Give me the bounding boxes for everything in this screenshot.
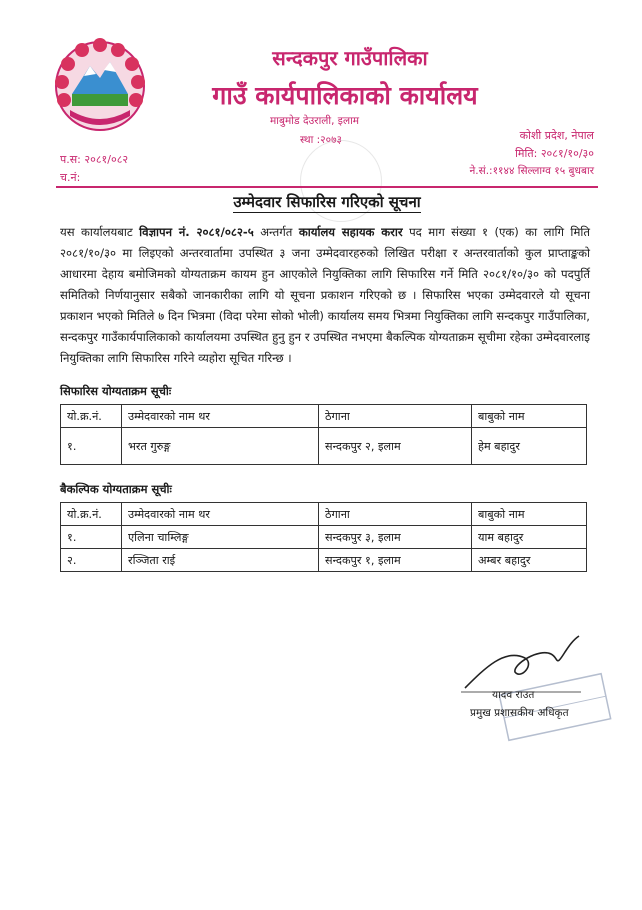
- signatory-title: प्रमुख प्रशासकीय अधिकृत: [470, 707, 569, 719]
- col-header: ठेगाना: [319, 503, 472, 526]
- notice-title: [56, 192, 598, 212]
- table-cell: हेम बहादुर: [472, 428, 587, 465]
- dispatch-number: च.नं:: [60, 171, 81, 184]
- body-part-3: पद माग संख्या १ (एक) का लागि मिति २०८१/१०/३० मा लिइएको अन्तरवार्तामा उपस्थित ३ जना उम्मेदवारहरुको लिखित परीक्षा र अन्तरवार्ताको कुल प्राप्ताङ्कको आधारमा देहाय बमोजिमको योग्यताक्रम कायम हुन आएकोले नियुक्तिका लागि सिफारिस गर्ने मिति २०८१/१०/३० को पदपुर्ति समितिको निर्णयानुसार सबैको जानकारीका लागि यो सूचना प्रकाशन गरिएको छ । सिफारिस भएका उम्मेदवारले यो सूचना प्रकाशन भएको मितिले ७ दिन भित्रमा (विदा परेमा सोको भोली) कार्यालय समय भित्रमा नियुक्तिका लागि सन्दकपुर गाउँपालिका, सन्दकपुर गाउँकार्यपालिकाको कार्यालयमा उपस्थित हुनु हुन र उपस्थित नभएमा बैकल्पिक योग्यताक्रम सूचीमा रहेका उम्मेदवारलाइ नियुक्तिका लागि सिफारिस गरिने व्यहोरा सूचित गरिन्छ ।: [60, 225, 590, 365]
- table-cell: सन्दकपुर १, इलाम: [319, 549, 472, 572]
- header-divider: [56, 186, 598, 188]
- col-header: उम्मेदवारको नाम थर: [122, 503, 319, 526]
- col-header: यो.क्र.नं.: [61, 405, 122, 428]
- table-cell: भरत गुरुङ्ग: [122, 428, 319, 465]
- table-header-row: [61, 503, 587, 526]
- table-header-row: [61, 405, 587, 428]
- col-header: बाबुको नाम: [472, 503, 587, 526]
- office-address: माबुमोड देउराली, इलाम: [270, 115, 360, 127]
- notice-title-text: उम्मेदवार सिफारिस गरिएको सूचना: [233, 193, 421, 211]
- table-row: [61, 526, 587, 549]
- table-cell: अम्बर बहादुर: [472, 549, 587, 572]
- ad-number: विज्ञापन नं. २०८१/०८२-५: [139, 225, 254, 239]
- table-row: [61, 549, 587, 572]
- table-cell: रञ्जिता राई: [122, 549, 319, 572]
- table-cell: सन्दकपुर ३, इलाम: [319, 526, 472, 549]
- table-cell: एलिना चाम्लिङ्ग: [122, 526, 319, 549]
- table-cell: याम बहादुर: [472, 526, 587, 549]
- alternate-heading: बैकल्पिक योग्यताक्रम सूचीः: [60, 482, 172, 496]
- post-name: कार्यालय सहायक करार: [298, 225, 403, 239]
- col-header: उम्मेदवारको नाम थर: [122, 405, 319, 428]
- notice-body: [60, 222, 590, 369]
- letter-number: प.स: २०८१/०८२: [60, 153, 129, 166]
- col-header: ठेगाना: [319, 405, 472, 428]
- col-header: यो.क्र.नं.: [61, 503, 122, 526]
- col-header: बाबुको नाम: [472, 405, 587, 428]
- municipality-name: सन्दकपुर गाउँपालिका: [272, 46, 428, 70]
- body-part-1: यस कार्यालयबाट: [60, 225, 140, 239]
- table-row: [61, 428, 587, 465]
- table-cell: सन्दकपुर २, इलाम: [319, 428, 472, 465]
- table-cell: १.: [61, 428, 122, 465]
- office-name: गाउँ कार्यपालिकाको कार्यालय: [212, 81, 478, 110]
- province-name: कोशी प्रदेश, नेपाल: [519, 129, 594, 142]
- table-cell: २.: [61, 549, 122, 572]
- table-cell: १.: [61, 526, 122, 549]
- nepal-sambat-date: ने.सं.:११४४ सिल्लाग्व १५ बुधबार: [469, 165, 594, 177]
- recommended-heading: सिफारिस योग्यताक्रम सूचीः: [60, 384, 172, 398]
- recommended-table: [60, 404, 587, 465]
- established-year: स्था :२०७३: [300, 134, 343, 146]
- signatory-name: यादव राउत: [492, 689, 535, 701]
- body-part-2: अन्तर्गत: [253, 225, 299, 239]
- nepal-emblem-icon: [48, 36, 152, 132]
- letter-date: मिति: २०८१/१०/३०: [515, 147, 594, 160]
- alternate-table: [60, 502, 587, 572]
